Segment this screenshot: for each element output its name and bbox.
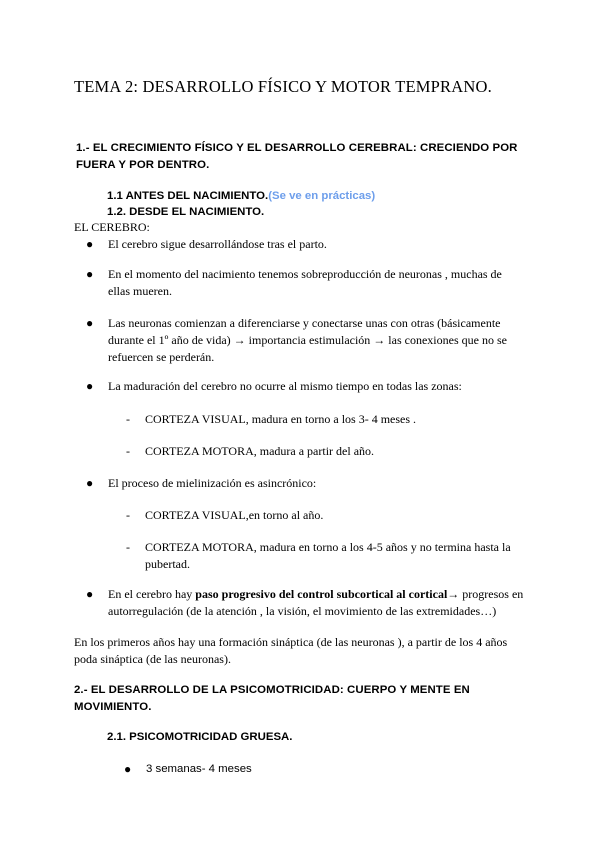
list-item [86, 236, 526, 253]
bullet-marker: ● [86, 237, 94, 251]
list-item-text: El cerebro sigue desarrollándose tras el parto. [108, 237, 327, 251]
bullet-marker: ● [86, 316, 94, 330]
sub-list-item-text: CORTEZA MOTORA, madura a partir del año. [145, 444, 375, 458]
dash-marker: - [126, 508, 130, 522]
list-item [124, 761, 504, 778]
bullet-marker: ● [86, 587, 94, 601]
subsection-1-2-heading: 1.2. DESDE EL NACIMIENTO. [107, 206, 265, 218]
cortical-text-bold: paso progresivo del control subcortical al cortical [195, 587, 448, 601]
bullet-marker: ● [86, 476, 94, 490]
list-item-text: La maduración del cerebro no ocurre al mismo tiempo en todas las zonas: [108, 379, 462, 393]
dash-marker: - [126, 540, 130, 554]
section-2-heading: 2.- EL DESARROLLO DE LA PSICOMOTRICIDAD: CUERPO Y MENTE EN MOVIMIENTO. [74, 684, 470, 713]
cortical-text-pre: En el cerebro hay [108, 587, 196, 601]
closing-paragraph: En los primeros años hay una formación sináptica (de las neuronas ), a partir de los 4 años poda sináptica (de las neuronas). [74, 635, 508, 666]
list-item-text: 3 semanas- 4 meses [146, 763, 252, 775]
list-item [86, 315, 526, 366]
sub-list-item [126, 539, 526, 573]
list-item-text: En el momento del nacimiento tenemos sobreproducción de neuronas , muchas de ellas mueren. [108, 267, 502, 298]
list-item-text: El proceso de mielinización es asincrónico: [108, 476, 317, 490]
subsection-1-1-heading [107, 188, 375, 204]
dash-marker: - [126, 444, 130, 458]
page-title: TEMA 2: DESARROLLO FÍSICO Y MOTOR TEMPRANO. [74, 77, 492, 96]
sub-list-item-text: CORTEZA MOTORA, madura en torno a los 4-5 años y no termina hasta la pubertad. [145, 540, 511, 571]
bullet-marker: ● [86, 379, 94, 393]
list-item [86, 266, 526, 300]
bullet-marker: ● [86, 267, 94, 281]
bullet-marker: ● [124, 762, 132, 776]
sub-list-item-text: CORTEZA VISUAL, madura en torno a los 3- 4 meses . [145, 412, 417, 426]
subsection-1-1-title: 1.1 ANTES DEL NACIMIENTO. [107, 190, 269, 202]
section-1-heading: 1.- EL CRECIMIENTO FÍSICO Y EL DESARROLLO CEREBRAL: CRECIENDO POR FUERA Y POR DENTRO. [76, 142, 518, 171]
sub-list-item [126, 507, 526, 524]
list-item-text: Las neuronas comienzan a diferenciarse y conectarse unas con otras (básicamente durante el 1º año de vida) → importancia estimulación → las conexiones que no se refuercen se perderán. [108, 316, 507, 364]
dash-marker: - [126, 412, 130, 426]
sub-list-item [126, 443, 526, 460]
sub-list-item [126, 411, 526, 428]
list-item [86, 586, 526, 620]
list-item-text [108, 586, 526, 620]
list-item [86, 378, 526, 395]
list-item [86, 475, 526, 492]
cortical-text-post: → progresos en autorregulación (de la atención , la visión, el movimiento de las extremidades…) [108, 587, 524, 618]
sub-list-item-text: CORTEZA VISUAL,en torno al año. [145, 508, 324, 522]
brain-label: EL CEREBRO: [74, 220, 150, 234]
practice-note: (Se ve en prácticas) [268, 190, 376, 202]
subsection-2-1-heading: 2.1. PSICOMOTRICIDAD GRUESA. [107, 731, 293, 743]
